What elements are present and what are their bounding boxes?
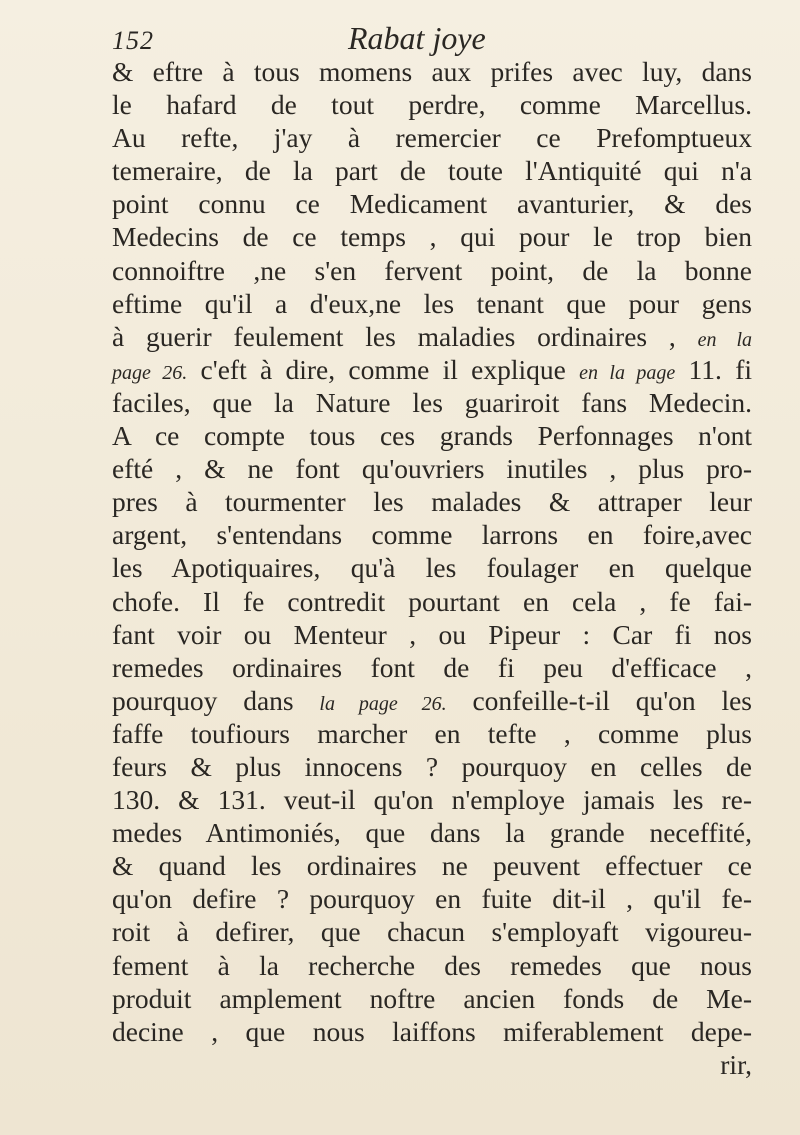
- text-line: [112, 849, 752, 882]
- text-line: [112, 783, 752, 816]
- text-line: [112, 254, 752, 287]
- text-line: [112, 485, 752, 518]
- text-segment: chofe. Il fe contredit pourtant en cela , fe fai-: [112, 585, 752, 617]
- text-line: [112, 220, 752, 253]
- text-segment: pourquoy dans: [112, 684, 320, 716]
- text-segment: 11. fi: [675, 353, 752, 385]
- text-line: [112, 1048, 752, 1081]
- text-line: [112, 915, 752, 948]
- text-segment: eftime qu'il a d'eux,ne les tenant que pour gens: [112, 287, 752, 319]
- text-segment: remedes ordinaires font de fi peu d'efficace ,: [112, 651, 752, 683]
- text-line: [112, 287, 752, 320]
- text-segment: confeille-t-il qu'on les: [446, 684, 753, 716]
- text-segment: temeraire, de la part de toute l'Antiquité qui n'a: [112, 155, 752, 187]
- text-segment: argent, s'entendans comme larrons en foire,avec: [112, 519, 752, 551]
- text-segment: produit amplement noftre ancien fonds de Me-: [112, 982, 752, 1014]
- text-line: [112, 882, 752, 915]
- text-segment: rir,: [720, 1048, 752, 1080]
- text-segment: connoiftre ,ne s'en fervent point, de la bonne: [112, 254, 752, 286]
- text-line: [112, 452, 752, 485]
- text-line: [112, 684, 752, 717]
- text-line: [112, 717, 752, 750]
- text-segment: & eftre à tous momens aux prifes avec luy, dans: [112, 56, 752, 87]
- text-segment: A ce compte tous ces grands Perfonnages n'ont: [112, 420, 752, 452]
- text-segment: roit à defirer, que chacun s'employaft vigoureu-: [112, 916, 752, 948]
- text-segment: Medecins de ce temps , qui pour le trop bien: [112, 221, 752, 253]
- text-segment: c'eft à dire, comme il explique: [187, 353, 580, 385]
- text-segment: decine , que nous laiffons miferablement depe-: [112, 1015, 752, 1047]
- text-line: [112, 551, 752, 584]
- text-segment: 130. & 131. veut-il qu'on n'employe jamais les re-: [112, 784, 752, 816]
- text-line: [112, 88, 752, 121]
- text-line: [112, 651, 752, 684]
- text-segment: faciles, que la Nature les guariroit fans Medecin.: [112, 386, 752, 418]
- text-line: [112, 816, 752, 849]
- body-text: [112, 55, 752, 1081]
- text-line: [112, 618, 752, 651]
- text-segment: à guerir feulement les maladies ordinaires ,: [112, 320, 698, 352]
- text-line: [112, 1015, 752, 1048]
- text-segment: Au refte, j'ay à remercier ce Prefomptueux: [112, 122, 752, 154]
- text-segment: feurs & plus innocens ? pourquoy en celles de: [112, 750, 752, 782]
- text-segment: & quand les ordinaires ne peuvent effectuer ce: [112, 850, 752, 882]
- text-line: [112, 121, 752, 154]
- running-title: Rabat joye: [348, 20, 486, 56]
- text-segment: faffe toufiours marcher en tefte , comme plus: [112, 717, 752, 749]
- text-line: [112, 585, 752, 618]
- text-segment: pres à tourmenter les malades & attraper leur: [112, 486, 752, 518]
- text-segment: point connu ce Medicament avanturier, & des: [112, 188, 752, 220]
- text-line: [112, 187, 752, 220]
- text-segment: qu'on defire ? pourquoy en fuite dit-il , qu'il fe-: [112, 883, 752, 915]
- text-line: [112, 55, 752, 88]
- text-segment: fement à la recherche des remedes que nous: [112, 949, 752, 981]
- italic-reference: en la: [697, 328, 752, 351]
- text-line: [112, 320, 752, 353]
- text-line: [112, 419, 752, 452]
- text-segment: le hafard de tout perdre, comme Marcellus.: [112, 89, 752, 121]
- text-segment: efté , & ne font qu'ouvriers inutiles , plus pro-: [112, 453, 752, 485]
- text-segment: les Apotiquaires, qu'à les foulager en quelque: [112, 552, 752, 584]
- text-line: [112, 386, 752, 419]
- text-line: [112, 353, 752, 386]
- italic-reference: la page 26.: [319, 692, 447, 715]
- text-line: [112, 750, 752, 783]
- text-line: [112, 154, 752, 187]
- text-line: [112, 518, 752, 551]
- italic-reference: en la page: [579, 361, 676, 384]
- text-line: [112, 949, 752, 982]
- running-head: [112, 20, 732, 60]
- text-line: [112, 982, 752, 1015]
- page-number: 152: [112, 26, 154, 55]
- text-segment: medes Antimoniés, que dans la grande neceffité,: [112, 817, 752, 849]
- text-segment: fant voir ou Menteur , ou Pipeur : Car fi nos: [112, 618, 752, 650]
- italic-reference: page 26.: [112, 361, 188, 384]
